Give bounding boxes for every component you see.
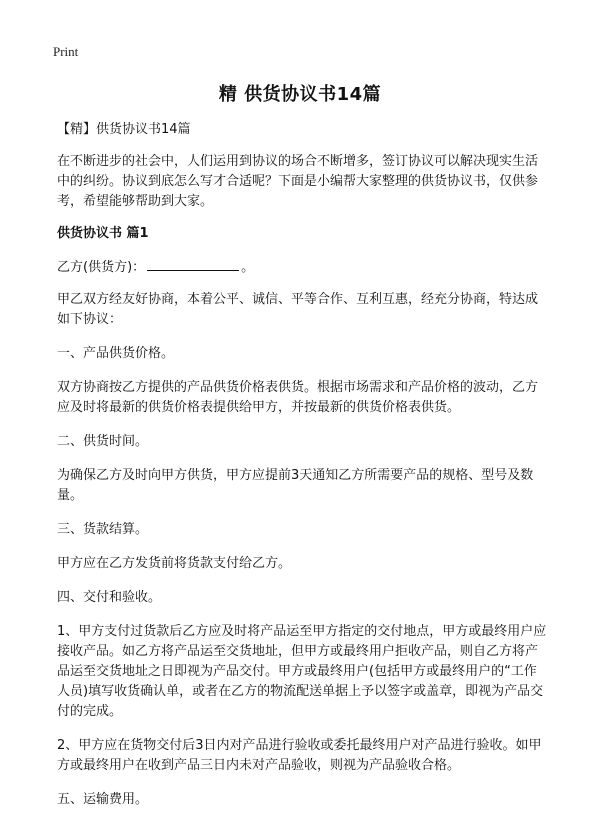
clause-heading-delivery: 四、交付和验收。 — [57, 590, 162, 605]
clause-text-time: 为确保乙方及时向甲方供货，甲方应提前3天通知乙方所需要产品的规格、型号及数量。 — [57, 468, 534, 503]
clause-heading-payment: 三、货款结算。 — [57, 522, 149, 537]
clause-text-payment: 甲方应在乙方发货前将货款支付给乙方。 — [57, 556, 292, 571]
clause-heading-price: 一、产品供货价格。 — [57, 346, 175, 361]
intro-paragraph: 在不断进步的社会中，人们运用到协议的场合不断增多，签订协议可以解决现实生活中的纠纷。协议到底怎么写才合适呢？下面是小编帮大家整理的供货协议书，仅供参考，希望能够帮助到大家。 — [57, 154, 539, 209]
clause-text-price: 双方协商按乙方提供的产品供货价格表供货。根据市场需求和产品价格的波动，乙方应及时将最新的供货价格表提供给甲方，并按最新的供货价格表供货。 — [57, 380, 539, 415]
section-heading: 供货协议书 篇1 — [57, 226, 149, 241]
agreement-preamble: 甲乙双方经友好协商，本着公平、诚信、平等合作、互利互惠，经充分协商，特达成如下协议： — [57, 292, 539, 327]
document-subtitle: 【精】供货协议书14篇 — [57, 122, 191, 137]
document-title: 精 供货协议书14篇 — [218, 84, 382, 105]
party-label: 乙方(供货方)： — [57, 260, 146, 275]
party-line — [57, 256, 547, 278]
clause-text-delivery-1: 1、甲方支付过货款后乙方应及时将产品运至甲方指定的交付地点，甲方或最终用户应接收产品。如乙方将产品运至交货地址，但甲方或最终用户拒收产品，则自乙方将产品运至交货地址之日即视为产品交付。甲方或最终用户(包括甲方或最终用户的“工作人员)填写收货确认单，或者在乙方的物流配送单据上予以签字或盖章，即视为产品交付的完成。 — [57, 624, 547, 719]
clause-heading-shipping: 五、运输费用。 — [57, 792, 149, 807]
clause-heading-time: 二、供货时间。 — [57, 434, 149, 449]
document-body — [57, 120, 547, 824]
clause-text-delivery-2: 2、甲方应在货物交付后3日内对产品进行验收或委托最终用户对产品进行验收。如甲方或最终用户在收到产品三日内未对产品验收，则视为产品验收合格。 — [57, 738, 542, 773]
party-suffix: 。 — [241, 260, 255, 275]
party-blank-line — [147, 256, 239, 271]
print-link[interactable]: Print — [53, 44, 79, 59]
